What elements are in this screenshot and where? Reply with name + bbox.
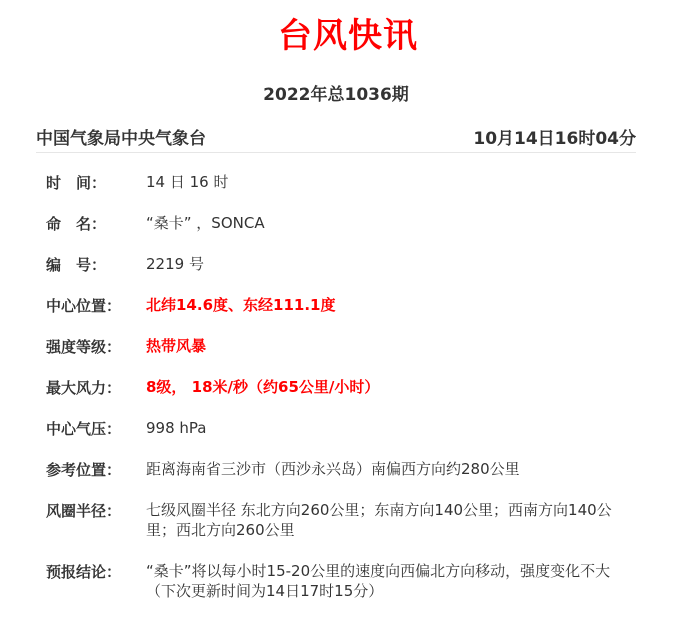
field-wind-radius — [46, 500, 636, 561]
field-reference-position — [46, 459, 636, 500]
field-label: 时 间： — [46, 174, 107, 192]
bulletin-header — [36, 124, 636, 153]
field-value: “桑卡” ，SONCA — [146, 214, 265, 232]
forecast-text: “桑卡”将以每小时15-20公里的速度向西偏北方向移动，强度变化不大 — [146, 562, 611, 580]
field-value — [146, 561, 636, 601]
field-label: 强度等级： — [46, 338, 122, 356]
field-value: 998 hPa — [146, 419, 207, 437]
field-label: 最大风力： — [46, 379, 122, 397]
field-name — [46, 213, 636, 254]
field-time — [46, 172, 636, 213]
issue-datetime: 10月14日16时04分 — [473, 129, 636, 149]
field-value: 七级风圈半径 东北方向260公里；东南方向140公里；西南方向140公里；西北方向260公里 — [146, 501, 612, 539]
field-max-wind — [46, 377, 636, 418]
field-label: 中心位置： — [46, 297, 122, 315]
field-value: 14 日 16 时 — [146, 173, 229, 191]
field-label: 预报结论： — [46, 563, 122, 581]
field-center-position — [46, 295, 636, 336]
field-number — [46, 254, 636, 295]
issuing-agency: 中国气象局中央气象台 — [36, 129, 206, 149]
issue-number: 2022年总1036期 — [263, 85, 409, 105]
field-intensity — [46, 336, 636, 377]
field-value: 热带风暴 — [146, 337, 207, 355]
field-label: 中心气压： — [46, 420, 122, 438]
field-value: 2219 号 — [146, 255, 204, 273]
field-value: 8级， 18米/秒（约65公里/小时） — [146, 378, 380, 396]
bulletin-fields — [46, 172, 636, 631]
field-center-pressure — [46, 418, 636, 459]
field-forecast — [46, 561, 636, 631]
field-value: 距离海南省三沙市（西沙永兴岛）南偏西方向约280公里 — [146, 460, 520, 478]
field-label: 编 号： — [46, 256, 107, 274]
field-label: 风圈半径： — [46, 502, 122, 520]
next-update-note: （下次更新时间为14日17时15分） — [146, 582, 384, 600]
bulletin-title: 台风快讯 — [278, 16, 418, 56]
field-label: 参考位置： — [46, 461, 122, 479]
field-label: 命 名： — [46, 215, 107, 233]
field-value: 北纬14.6度、东经111.1度 — [146, 296, 336, 314]
